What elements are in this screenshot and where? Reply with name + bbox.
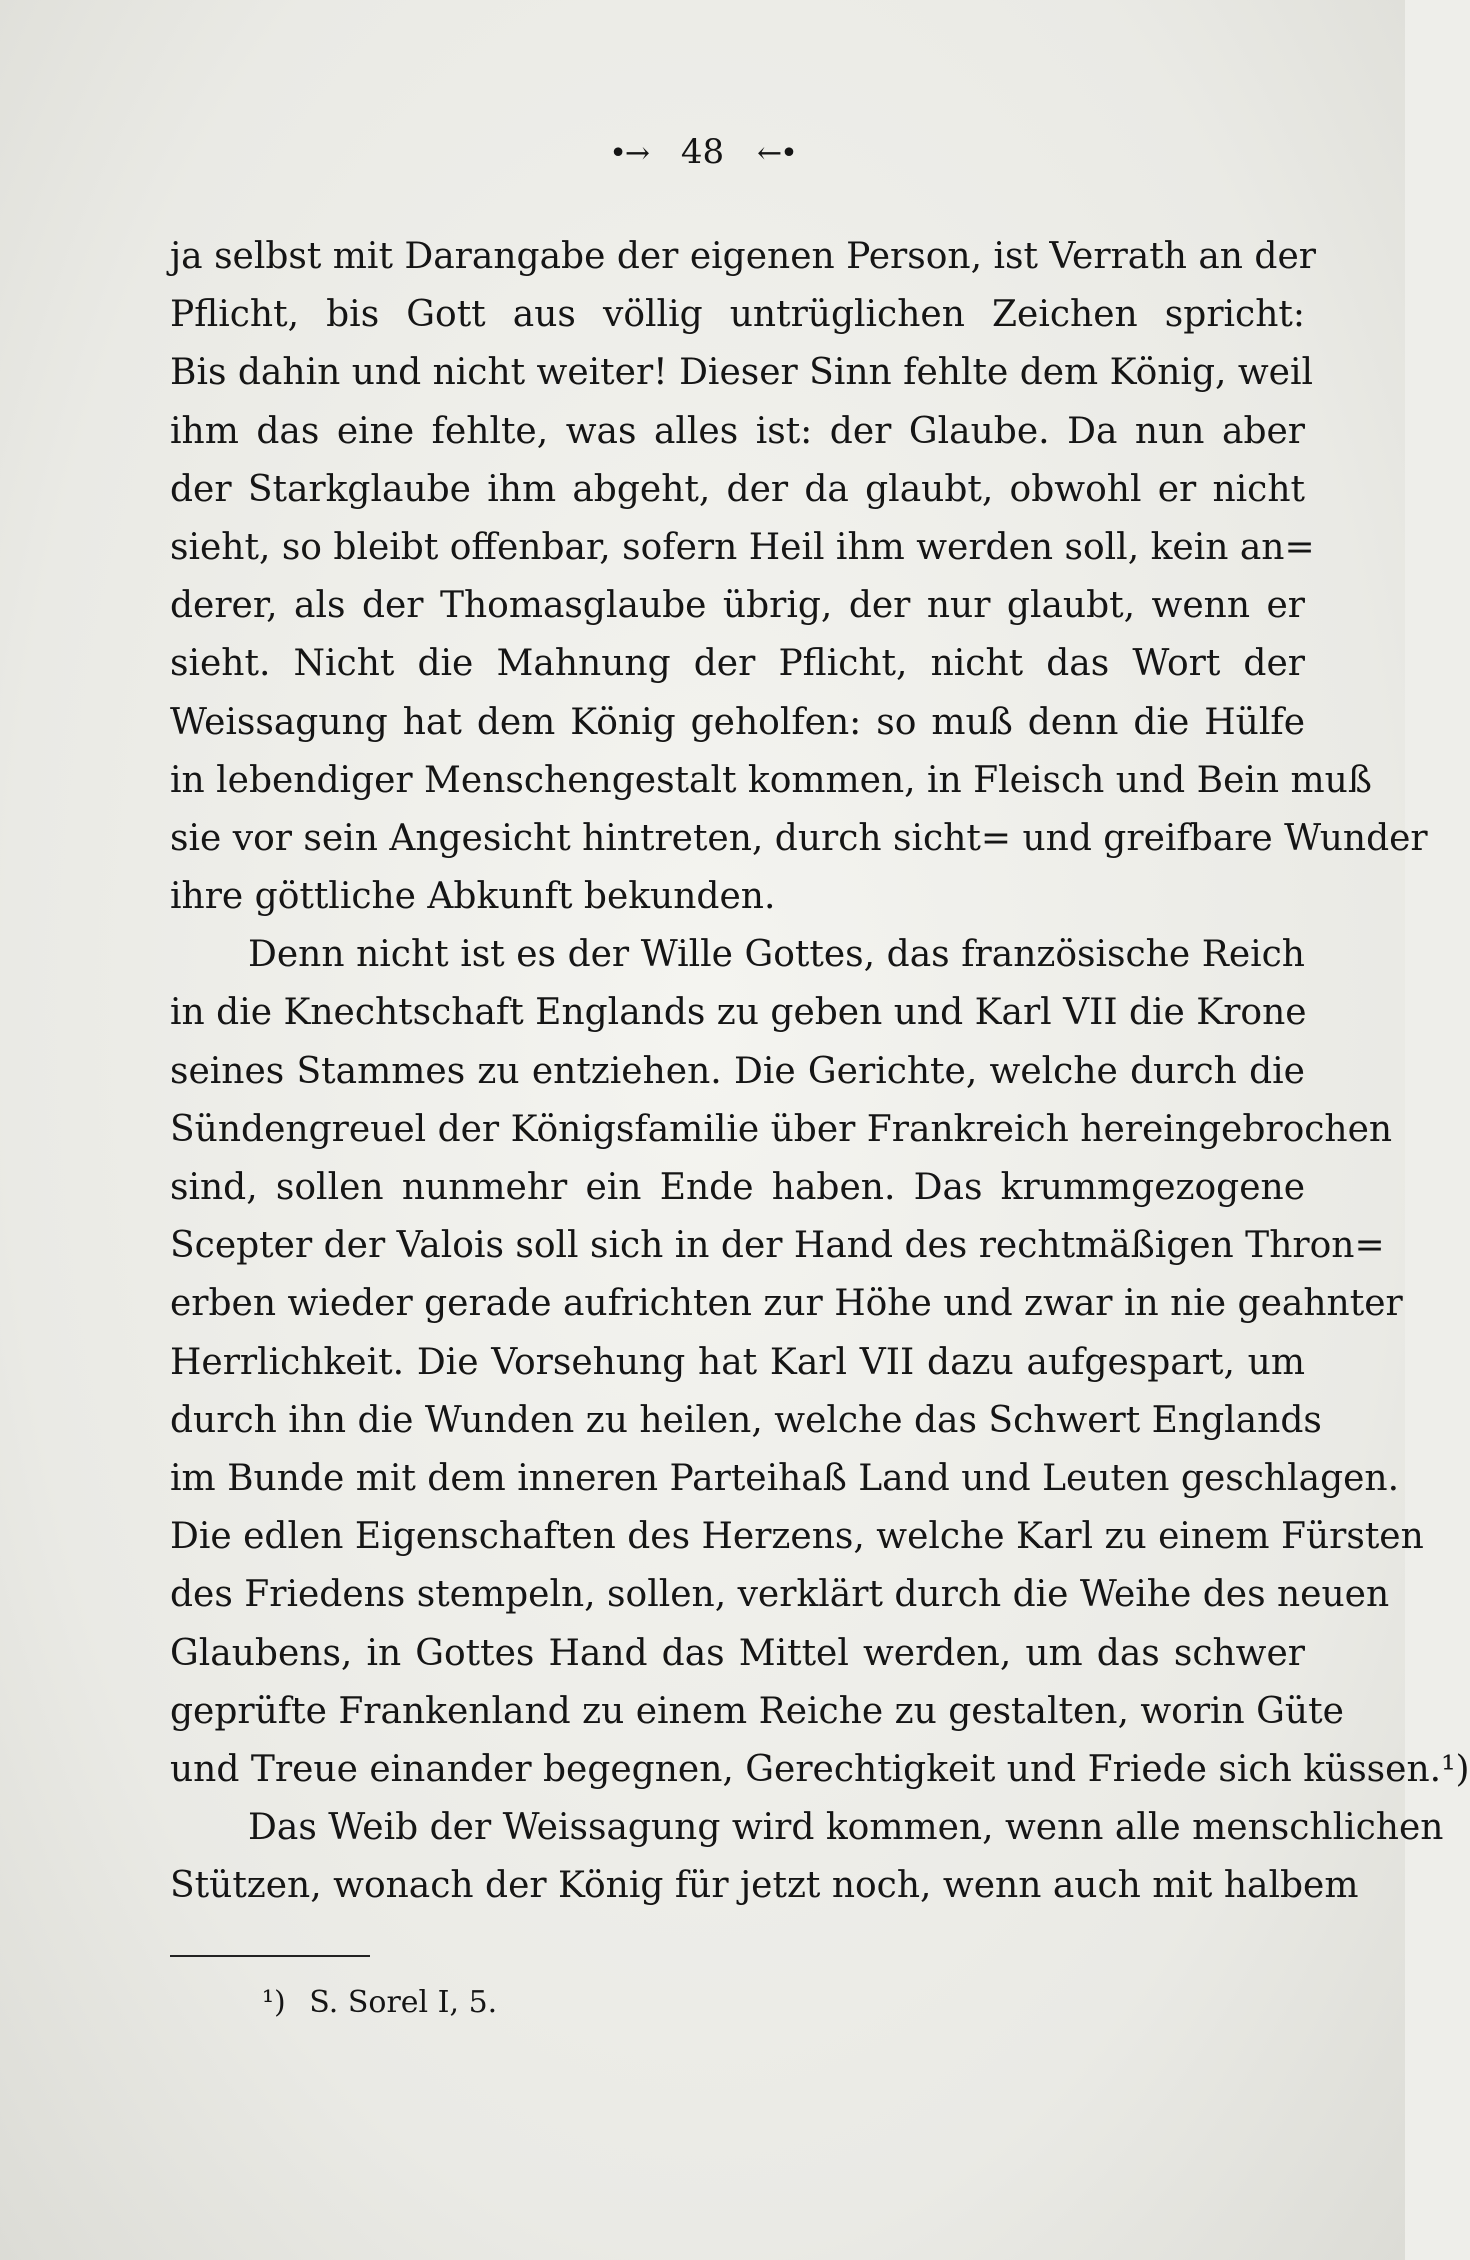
text-line: durch ihn die Wunden zu heilen, welche das Schwert Englands: [170, 1399, 1322, 1441]
text-line: seines Stammes zu entziehen. Die Gerichte, welche durch die: [170, 1050, 1305, 1092]
text-line: und Treue einander begegnen, Gerechtigkeit und Friede sich küssen.¹): [170, 1748, 1470, 1790]
text-line: in lebendiger Menschengestalt kommen, in Fleisch und Bein muß: [170, 759, 1372, 801]
body-text: [170, 228, 1470, 1915]
text-line: sind, sollen nunmehr ein Ende haben. Das krummgezogene: [170, 1167, 1305, 1208]
text-line: Weissagung hat dem König geholfen: so muß denn die Hülfe: [170, 701, 1305, 743]
text-line: ja selbst mit Darangabe der eigenen Person, ist Verrath an der: [170, 236, 1316, 277]
text-line: in die Knechtschaft Englands zu geben und Karl VII die Krone: [170, 992, 1307, 1034]
text-line: Die edlen Eigenschaften des Herzens, welche Karl zu einem Fürsten: [170, 1516, 1424, 1558]
text-line: Denn nicht ist es der Wille Gottes, das französische Reich: [248, 934, 1305, 976]
text-line: der Starkglaube ihm abgeht, der da glaubt, obwohl er nicht: [170, 468, 1305, 510]
text-line: ihre göttliche Abkunft bekunden.: [170, 876, 776, 918]
ornament-left-icon: •→: [609, 136, 649, 171]
text-line: Pflicht, bis Gott aus völlig untrüglichen Zeichen spricht:: [170, 294, 1305, 336]
text-line: Sündengreuel der Königsfamilie über Frankreich hereingebrochen: [170, 1108, 1393, 1150]
footnote: [262, 1983, 497, 2023]
text-line: im Bunde mit dem inneren Parteihaß Land und Leuten geschlagen.: [170, 1457, 1400, 1499]
footnote-text: S. Sorel I, 5.: [309, 1985, 498, 2020]
running-head: [0, 132, 1405, 174]
text-line: sieht, so bleibt offenbar, sofern Heil ihm werden soll, kein an=: [170, 526, 1315, 568]
text-line: Glaubens, in Gottes Hand das Mittel werden, um das schwer: [170, 1632, 1305, 1674]
text-line: erben wieder gerade aufrichten zur Höhe und zwar in nie geahnter: [170, 1283, 1403, 1325]
text-line: Das Weib der Weissagung wird kommen, wenn alle menschlichen: [248, 1807, 1444, 1849]
ornament-right-icon: ←•: [756, 136, 796, 171]
footnote-rule: [170, 1955, 370, 1957]
text-line: sieht. Nicht die Mahnung der Pflicht, nicht das Wort der: [170, 643, 1305, 685]
text-line: sie vor sein Angesicht hintreten, durch sicht= und greifbare Wunder: [170, 817, 1428, 859]
text-line: geprüfte Frankenland zu einem Reiche zu gestalten, worin Güte: [170, 1690, 1344, 1732]
text-line: derer, als der Thomasglaube übrig, der nur glaubt, wenn er: [170, 585, 1305, 627]
text-line: Scepter der Valois soll sich in der Hand des rechtmäßigen Thron=: [170, 1225, 1385, 1267]
text-line: Bis dahin und nicht weiter! Dieser Sinn fehlte dem König, weil: [170, 352, 1314, 394]
page-number: 48: [680, 132, 725, 172]
text-line: Herrlichkeit. Die Vorsehung hat Karl VII dazu aufgespart, um: [170, 1341, 1305, 1383]
footnote-mark: ¹): [262, 1985, 286, 2020]
text-line: ihm das eine fehlte, was alles ist: der Glaube. Da nun aber: [170, 410, 1305, 452]
text-line: des Friedens stempeln, sollen, verklärt durch die Weihe des neuen: [170, 1574, 1390, 1616]
text-line: Stützen, wonach der König für jetzt noch, wenn auch mit halbem: [170, 1865, 1359, 1907]
